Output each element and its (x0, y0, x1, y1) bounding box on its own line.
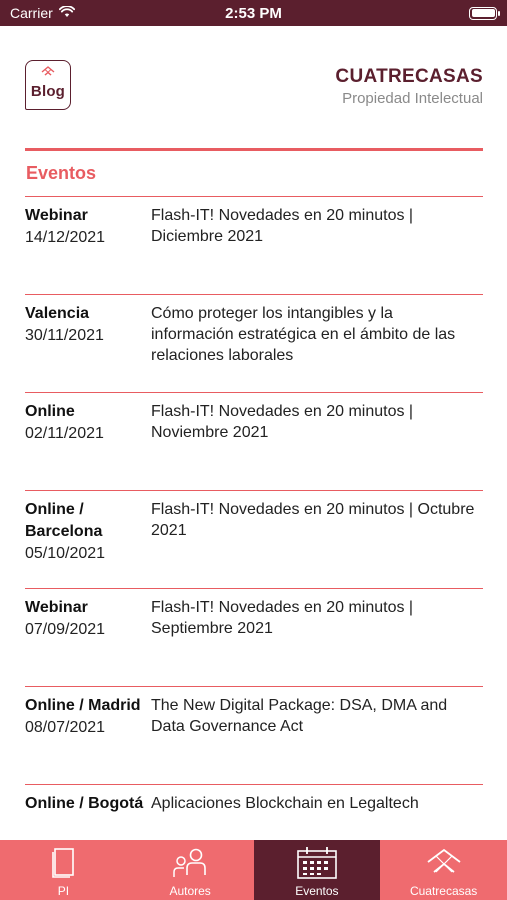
event-title[interactable]: The New Digital Package: DSA, DMA and Data Governance Act (151, 697, 448, 735)
event-place: Online / Barcelona (25, 501, 103, 540)
header (0, 26, 507, 150)
tab-cuatrecasas[interactable] (380, 840, 507, 900)
event-row[interactable] (25, 491, 483, 589)
event-row[interactable] (25, 197, 483, 295)
battery-icon (469, 7, 497, 20)
event-title[interactable]: Flash-IT! Novedades en 20 minutos | Diciembre 2021 (151, 207, 414, 245)
event-title[interactable]: Flash-IT! Novedades en 20 minutos | Septiembre 2021 (151, 599, 414, 637)
header-divider (25, 148, 483, 151)
event-row[interactable] (25, 589, 483, 687)
event-title[interactable]: Aplicaciones Blockchain en Legaltech (151, 795, 419, 812)
wifi-icon (59, 5, 75, 21)
event-title[interactable]: Flash-IT! Novedades en 20 minutos | Noviembre 2021 (151, 403, 414, 441)
people-icon (170, 844, 210, 882)
tab-autores[interactable] (127, 840, 254, 900)
event-title[interactable]: Flash-IT! Novedades en 20 minutos | Octubre 2021 (151, 501, 475, 539)
status-bar (0, 0, 507, 26)
event-date: 14/12/2021 (25, 229, 106, 246)
event-place: Online / Bogotá (25, 795, 144, 812)
status-time: 2:53 PM (225, 4, 282, 22)
event-meta (25, 401, 151, 490)
tab-bar (0, 840, 507, 900)
tab-pi[interactable] (0, 840, 127, 900)
event-title[interactable]: Cómo proteger los intangibles y la información estratégica en el ámbito de las relaciones laborales (151, 305, 456, 364)
calendar-icon (296, 844, 338, 882)
event-place: Valencia (25, 305, 90, 322)
blog-logo[interactable] (25, 60, 71, 110)
event-row[interactable] (25, 393, 483, 491)
event-date: 02/11/2021 (25, 425, 104, 442)
tab-label: Eventos (295, 884, 339, 898)
blog-label: Blog (30, 83, 66, 100)
event-date: 05/10/2021 (25, 545, 106, 562)
event-place: Webinar (25, 207, 88, 224)
brand-subtitle: Propiedad Intelectual (342, 90, 483, 107)
cuatrecasas-logo-icon (424, 844, 464, 882)
event-date: 07/09/2021 (25, 621, 106, 638)
status-left (10, 5, 75, 21)
event-meta (25, 205, 151, 294)
brand-name: CUATRECASAS (335, 66, 483, 87)
event-meta (25, 597, 151, 686)
tab-eventos[interactable] (254, 840, 381, 900)
tab-label: Autores (169, 884, 211, 898)
carrier-label: Carrier (10, 5, 53, 21)
section-title: Eventos (26, 163, 97, 183)
event-place: Online (25, 403, 75, 420)
event-date: 08/07/2021 (25, 719, 106, 736)
event-meta (25, 695, 151, 784)
book-icon (50, 844, 76, 882)
event-place: Online / Madrid (25, 697, 141, 714)
event-meta (25, 499, 151, 588)
event-place: Webinar (25, 599, 88, 616)
tab-label: PI (57, 884, 70, 898)
event-row[interactable] (25, 687, 483, 785)
event-date: 30/11/2021 (25, 327, 104, 344)
events-list (25, 197, 483, 883)
event-row[interactable] (25, 295, 483, 393)
tab-label: Cuatrecasas (409, 884, 478, 898)
brand (335, 66, 483, 107)
event-meta (25, 303, 151, 392)
cuatrecasas-mark-icon (40, 65, 56, 83)
